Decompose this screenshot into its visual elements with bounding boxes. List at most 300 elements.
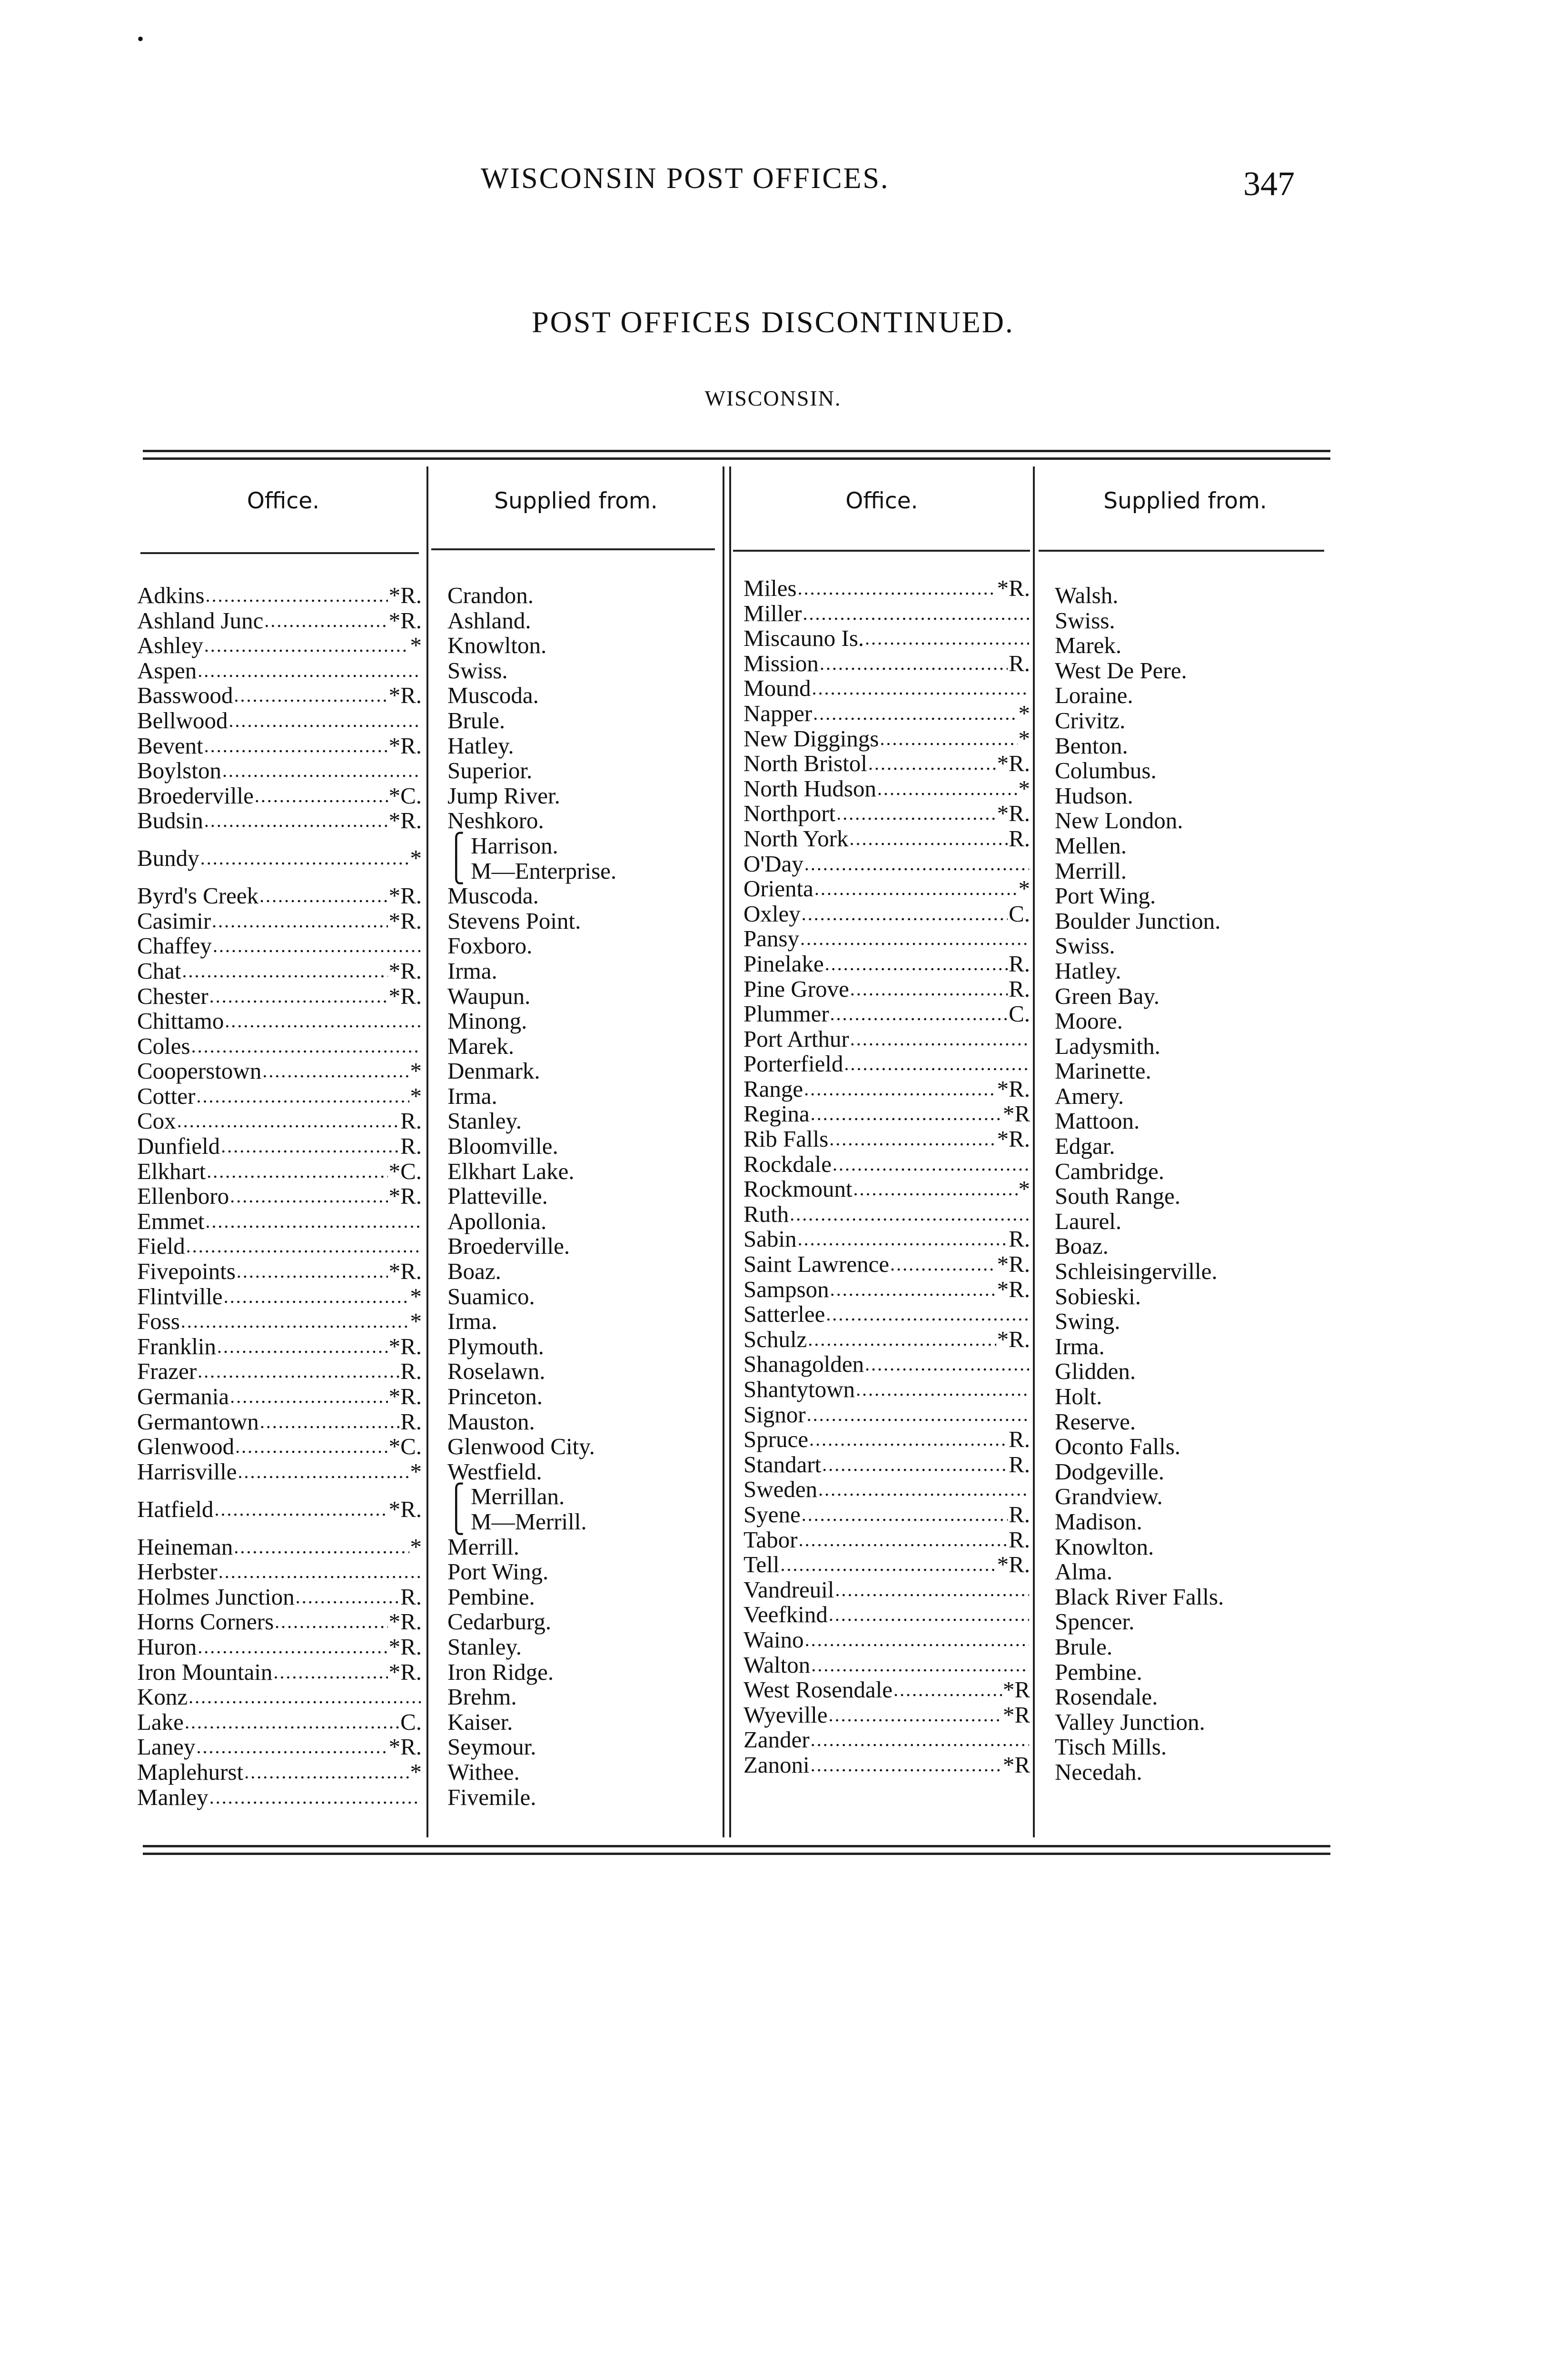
office-row [137,1609,422,1635]
office-code: R. [400,1583,422,1610]
office-code: *R. [997,1126,1030,1152]
leader-dots [865,1352,1029,1377]
supplied-row: Valley Junction. [1055,1708,1205,1735]
supplied-row: Ashland. [447,607,531,634]
leader-dots [830,1277,996,1302]
leader-dots [198,658,421,684]
office-code: * [410,1308,422,1335]
office-name: North York [743,825,849,852]
supplied-row: Laurel. [1055,1208,1122,1234]
leader-dots [805,1627,1029,1653]
office-row [743,926,1030,952]
leader-dots [808,1327,996,1352]
office-row [137,1084,422,1109]
office-name: Fivepoints [137,1258,236,1285]
office-name: Regina [743,1101,810,1127]
supplied-row: Spencer. [1055,1608,1135,1635]
column-divider-double [723,466,724,1837]
leader-dots [198,1635,387,1660]
leader-dots [221,1134,399,1159]
office-name: Holmes Junction [137,1583,295,1610]
office-row [137,1735,422,1760]
office-name: Boylston [137,757,221,784]
office-name: Plummer [743,1001,829,1027]
office-code: C. [1009,1001,1030,1027]
supplied-row: Swiss. [1055,607,1115,634]
supplied-row [447,1484,714,1534]
office-code: R. [1009,1226,1030,1252]
office-row [743,1452,1030,1478]
supplied-row: Cedarburg. [447,1608,552,1635]
office-row [137,1635,422,1660]
office-name: Chaffey [137,932,212,959]
office-code: *R [1002,1751,1030,1778]
office-row [137,734,422,759]
office-name: Pine Grove [743,975,849,1002]
office-name: Tell [743,1551,780,1578]
office-name: Zanoni [743,1751,810,1778]
supplied-row: Kaiser. [447,1708,513,1735]
supplied-row: Princeton. [447,1383,543,1409]
office-name: Casimir [137,907,211,934]
office-row [743,977,1030,1002]
office-row [743,1051,1030,1077]
office-name: Chat [137,957,181,984]
office-code: R. [400,1358,422,1385]
leader-dots [880,726,1017,752]
supplied-row: Holt. [1055,1383,1102,1409]
leader-dots [237,1259,388,1284]
office-name: Basswood [137,682,233,709]
column-header-supplied-from: Supplied from. [1103,488,1267,514]
supplied-row: Roselawn. [447,1358,545,1385]
office-row [743,1027,1030,1052]
office-row [137,658,422,684]
leader-dots [198,1359,399,1384]
office-name: Byrd's Creek [137,883,259,909]
leader-dots [213,933,421,959]
leader-dots [204,633,409,658]
table-bottom-rule-inner [143,1853,1330,1855]
office-row [743,701,1030,726]
office-row [743,1577,1030,1603]
supplied-row: Hatley. [447,732,514,759]
leader-dots [215,1497,388,1522]
supplied-row: Irma. [447,1308,497,1335]
office-code: R. [1009,650,1030,676]
header-underline [733,550,1030,552]
office-row [137,1034,422,1059]
office-name: Northport [743,800,836,827]
office-code: *R. [388,807,422,834]
leader-dots [832,1152,1029,1177]
column-divider [1033,466,1035,1837]
office-code: *R. [388,1496,422,1522]
office-code: * [410,1458,422,1485]
supplied-row: Moore. [1055,1008,1123,1034]
leader-dots [829,1127,996,1152]
office-code: * [410,1533,422,1560]
leader-dots [856,1377,1029,1402]
office-column-right [743,576,1030,1778]
supplied-row: Sobieski. [1055,1283,1141,1309]
leader-dots [209,1785,421,1810]
office-code: *R [1002,1101,1030,1127]
supplied-row: Minong. [447,1008,527,1034]
office-code: *R [1002,1676,1030,1703]
office-code: R. [1009,1451,1030,1478]
office-row [743,1302,1030,1327]
column-header-office: Office. [247,488,320,514]
office-code: *C. [388,1158,422,1184]
supplied-row: Pembine. [447,1583,535,1610]
supplied-row: Platteville. [447,1183,548,1210]
leader-dots [264,608,387,634]
office-name: Hatfield [137,1496,214,1522]
supplied-row: Boulder Junction. [1055,907,1221,934]
office-name: New Diggings [743,725,879,752]
office-row [137,1585,422,1610]
supplied-row: Brule. [1055,1633,1113,1660]
supplied-row: Crandon. [447,582,534,608]
leader-dots [234,1535,409,1560]
office-row [137,1459,422,1485]
supplied-row: Madison. [1055,1508,1142,1535]
leader-dots [244,1760,409,1785]
office-name: Bellwood [137,707,228,734]
office-name: Spruce [743,1426,809,1453]
leader-dots [275,1609,387,1635]
office-name: Adkins [137,582,205,608]
office-row [137,1484,422,1534]
office-code: *R. [388,1734,422,1760]
office-code: *R. [997,800,1030,827]
office-row [137,1184,422,1209]
office-code: *C. [388,1433,422,1460]
leader-dots [218,1559,421,1585]
office-name: Huron [137,1633,197,1660]
office-code: R. [1009,825,1030,852]
office-name: Elkhart [137,1158,206,1184]
office-code: * [1018,700,1030,726]
office-name: Veefkind [743,1601,828,1628]
office-row [743,1703,1030,1728]
office-name: Signor [743,1401,806,1428]
office-name: Laney [137,1734,196,1760]
office-code: C. [400,1708,422,1735]
office-name: Vandreuil [743,1576,834,1603]
office-row [137,1535,422,1560]
leader-dots [812,676,1029,701]
office-name: Satterlee [743,1301,825,1328]
office-row [743,1677,1030,1703]
office-name: Manley [137,1784,208,1810]
office-name: Miles [743,575,797,601]
office-code: *R. [388,732,422,759]
office-code: R. [1009,1501,1030,1527]
office-code: * [410,845,422,872]
office-row [743,726,1030,752]
leader-dots [185,1710,399,1735]
supplied-row: Brule. [447,707,505,734]
office-code: * [1018,725,1030,752]
supplied-row: Crivitz. [1055,707,1126,734]
leader-dots [222,758,421,783]
leader-dots [798,1227,1008,1252]
supplied-row: Mattoon. [1055,1108,1140,1134]
supplied-row: Irma. [447,1082,497,1109]
supplied-from-name: ⎧ Harrison. [447,832,558,859]
office-row [743,952,1030,977]
leader-dots [811,1101,1002,1127]
column-header-supplied-from: Supplied from. [494,488,658,514]
office-row [137,1409,422,1435]
office-name: Emmet [137,1208,205,1234]
leader-dots [822,1452,1008,1478]
supplied-row: Necedah. [1055,1758,1142,1785]
supplied-row: Muscoda. [447,883,539,909]
office-code: *R. [997,1326,1030,1352]
office-code: *R. [388,1608,422,1635]
office-row [137,984,422,1009]
supplied-row: Bloomville. [447,1133,558,1160]
leader-dots [209,984,388,1009]
office-row [743,902,1030,927]
office-name: Broederville [137,782,254,809]
office-name: Shantytown [743,1376,855,1402]
office-row [743,1427,1030,1452]
supplied-row: Green Bay. [1055,982,1160,1009]
office-row [137,758,422,783]
supplied-row: Mellen. [1055,832,1127,859]
office-name: North Hudson [743,775,877,802]
leader-dots [814,876,1018,902]
supplied-row: Alma. [1055,1558,1113,1585]
supplied-row: Grandview. [1055,1483,1163,1510]
office-code: *R. [997,1551,1030,1578]
column-divider-double [729,466,731,1837]
office-code: *R. [388,982,422,1009]
office-name: Wyeville [743,1701,828,1728]
section-title: POST OFFICES DISCONTINUED. [532,305,1014,339]
office-code: *R. [997,750,1030,777]
leader-dots [836,801,996,826]
supplied-row: Stevens Point. [447,907,581,934]
office-row [743,1602,1030,1627]
office-row [137,1710,422,1735]
office-row [137,1209,422,1234]
office-row [137,1284,422,1309]
supplied-row: Iron Ridge. [447,1658,554,1685]
leader-dots [204,734,388,759]
supplied-row: Cambridge. [1055,1158,1164,1184]
supplied-row: Jump River. [447,782,560,809]
supplied-from-name: ⎧ Merrillan. [447,1483,565,1510]
office-code: * [410,632,422,659]
office-row [137,608,422,634]
office-row [137,708,422,734]
leader-dots [196,1084,409,1109]
office-name: Cox [137,1108,176,1134]
office-row [743,1377,1030,1402]
supplied-row: Seymour. [447,1734,536,1760]
office-name: North Bristol [743,750,867,777]
leader-dots [811,1727,1029,1753]
office-name: Horns Corners [137,1608,274,1635]
supplied-row: Glidden. [1055,1358,1136,1385]
office-name: Chittamo [137,1008,224,1034]
office-row [743,1152,1030,1177]
office-name: Ashland Junc [137,607,264,634]
supplied-row: Amery. [1055,1082,1124,1109]
office-row [137,1259,422,1284]
office-row [137,1109,422,1134]
supplied-row: Port Wing. [1055,883,1156,909]
office-name: Mound [743,675,811,702]
office-name: Ellenboro [137,1183,229,1210]
office-code: R. [400,1133,422,1160]
office-row [743,576,1030,601]
supplied-row: New London. [1055,807,1183,834]
office-row [743,751,1030,776]
supplied-row: Westfield. [447,1458,542,1485]
leader-dots [850,1027,1029,1052]
office-row [743,601,1030,626]
office-row [743,651,1030,676]
leader-dots [207,1159,387,1184]
office-name: Waino [743,1626,804,1653]
leader-dots [820,651,1008,676]
leader-dots [825,952,1008,977]
leader-dots [230,1384,387,1409]
office-code: *R. [388,883,422,909]
office-row [743,1627,1030,1653]
supplied-row: Denmark. [447,1058,540,1084]
leader-dots [811,1753,1002,1778]
office-code: * [410,1058,422,1084]
office-name: Lake [137,1708,184,1735]
office-row [743,801,1030,826]
leader-dots [217,1334,388,1359]
leader-dots [835,1577,1030,1603]
running-head: WISCONSIN POST OFFICES. [481,162,890,195]
office-column-left [137,583,422,1810]
office-code: *R. [997,1276,1030,1302]
office-name: Bundy [137,845,199,872]
office-row [137,633,422,658]
office-name: Sweden [743,1476,818,1503]
supplied-row: Oconto Falls. [1055,1433,1181,1460]
leader-dots [296,1585,399,1610]
leader-dots [182,959,388,984]
supplied-row: Hudson. [1055,782,1133,809]
office-name: Rib Falls [743,1126,829,1152]
office-name: Port Arthur [743,1025,849,1052]
header-underline [431,548,715,550]
leader-dots [829,1703,1002,1728]
supplied-row: Irma. [447,957,497,984]
office-row [137,1434,422,1459]
office-name: West Rosendale [743,1676,893,1703]
supplied-row: Stanley. [447,1108,522,1134]
office-row [743,1327,1030,1352]
office-name: Pinelake [743,950,824,977]
leader-dots [181,1309,409,1334]
leader-dots [865,626,1029,651]
office-row [137,1234,422,1259]
office-row [137,1134,422,1159]
leader-dots [890,1252,996,1277]
office-row [137,883,422,909]
supplied-row [447,833,714,883]
office-row [137,1059,422,1084]
supplied-row: Superior. [447,757,533,784]
office-code: *R. [388,1258,422,1285]
office-name: Germania [137,1383,229,1409]
supplied-row: Loraine. [1055,682,1133,709]
leader-dots [196,1735,387,1760]
supplied-from-name: ⎩ M—Enterprise. [447,857,617,884]
office-name: Aspen [137,657,197,684]
office-row [137,1384,422,1409]
office-name: Franklin [137,1333,217,1359]
office-code: *R. [997,1251,1030,1278]
leader-dots [868,751,996,776]
office-name: Napper [743,700,813,726]
leader-dots [826,1302,1029,1327]
leader-dots [803,601,1029,626]
office-code: * [410,1283,422,1309]
office-name: Frazer [137,1358,197,1385]
supplied-row: Hatley. [1055,957,1121,984]
leader-dots [255,783,388,809]
leader-dots [262,1059,409,1084]
office-name: Cooperstown [137,1058,262,1084]
supplied-from-name: ⎩ M—Merrill. [447,1508,587,1535]
supplied-row: Knowlton. [1055,1533,1154,1560]
office-row [743,1352,1030,1377]
office-row [743,1101,1030,1127]
office-row [137,683,422,708]
office-code: * [410,1758,422,1785]
office-name: Schulz [743,1326,807,1352]
supplied-row: Edgar. [1055,1133,1115,1160]
supplied-row: Stanley. [447,1633,522,1660]
leader-dots [225,1009,421,1034]
leader-dots [273,1660,387,1685]
corner-mark: • [137,28,144,50]
leader-dots [850,977,1008,1002]
office-row [743,1552,1030,1577]
office-name: O'Day [743,850,803,877]
office-row [743,1527,1030,1553]
office-name: Sampson [743,1276,829,1302]
office-name: Miller [743,600,802,626]
supplied-row: Foxboro. [447,932,533,959]
supplied-row: Glenwood City. [447,1433,595,1460]
leader-dots [224,1284,409,1309]
office-name: Foss [137,1308,180,1335]
office-name: Saint Lawrence [743,1251,890,1278]
office-code: * [1018,875,1030,902]
supplied-row: Elkhart Lake. [447,1158,575,1184]
office-row [743,1177,1030,1202]
leader-dots [844,1051,1029,1077]
leader-dots [813,701,1017,726]
leader-dots [238,1459,409,1485]
leader-dots [809,1427,1008,1452]
office-code: R. [1009,975,1030,1002]
